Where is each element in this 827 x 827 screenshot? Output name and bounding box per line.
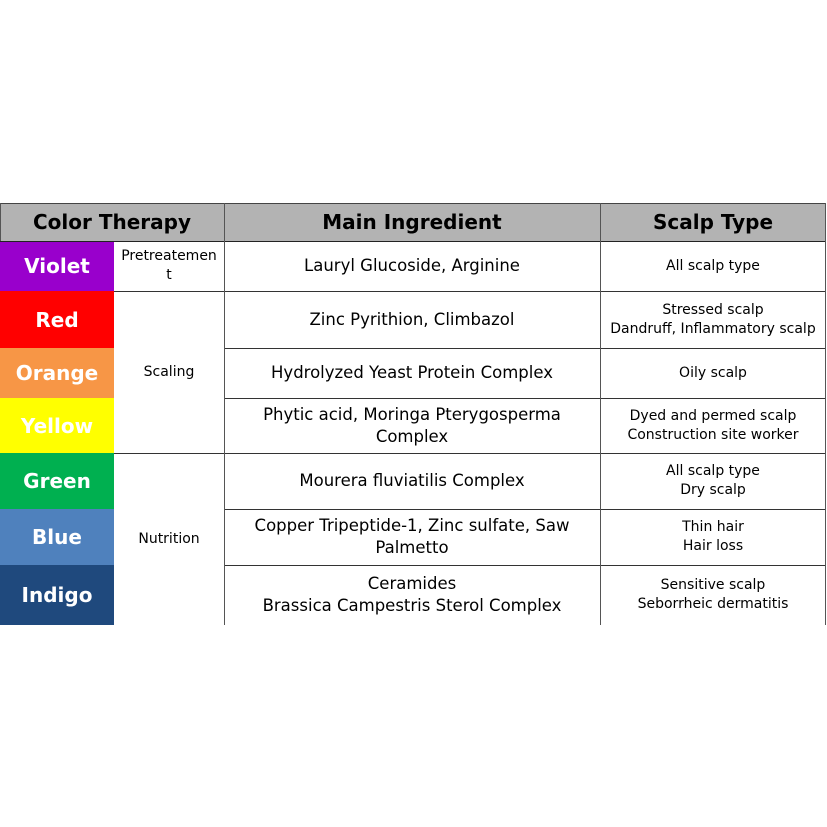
ingredient-yellow: Phytic acid, Moringa Pterygosperma Complex	[263, 404, 561, 446]
treatment-pretreatment: Pretreatemen t	[121, 248, 217, 283]
ingredient-violet: Lauryl Glucoside, Arginine	[304, 256, 520, 275]
column-divider	[0, 203, 1, 241]
ingredient-blue: Copper Tripeptide-1, Zinc sulfate, Saw Palmetto	[254, 516, 570, 557]
row-divider	[114, 453, 826, 454]
row-divider	[114, 291, 826, 292]
ingredient-orange: Hydrolyzed Yeast Protein Complex	[271, 363, 553, 382]
color-cell-indigo: Indigo	[0, 565, 114, 625]
header-color-therapy: Color Therapy	[0, 203, 224, 241]
color-cell-red: Red	[0, 291, 114, 348]
column-divider	[600, 203, 601, 625]
table-top-border	[0, 203, 826, 204]
color-cell-violet: Violet	[0, 241, 114, 291]
scalp-violet: All scalp type	[666, 257, 760, 274]
color-cell-blue: Blue	[0, 509, 114, 565]
ingredient-green: Mourera fluviatilis Complex	[299, 471, 525, 490]
header-bottom-border	[0, 241, 826, 242]
header-main-ingredient: Main Ingredient	[224, 203, 600, 241]
scalp-orange: Oily scalp	[679, 364, 747, 381]
row-divider	[224, 348, 826, 349]
ingredient-red: Zinc Pyrithion, Climbazol	[309, 309, 515, 329]
color-cell-green: Green	[0, 453, 114, 509]
scalp-blue: Thin hair Hair loss	[682, 519, 744, 554]
scalp-green: All scalp type Dry scalp	[666, 463, 760, 498]
color-cell-yellow: Yellow	[0, 398, 114, 453]
header-scalp-type: Scalp Type	[600, 203, 826, 241]
scalp-yellow: Dyed and permed scalp Construction site worker	[627, 407, 799, 443]
row-divider	[224, 398, 826, 399]
scalp-indigo: Sensitive scalp Seborrheic dermatitis	[637, 577, 789, 612]
scalp-red: Stressed scalp Dandruff, Inflammatory scalp	[610, 301, 816, 337]
ingredient-indigo: Ceramides Brassica Campestris Sterol Complex	[262, 574, 562, 615]
treatment-nutrition: Nutrition	[138, 530, 200, 547]
color-therapy-table	[0, 203, 826, 625]
column-divider	[825, 203, 826, 625]
color-cell-orange: Orange	[0, 348, 114, 398]
row-divider	[224, 565, 826, 566]
treatment-scaling: Scaling	[143, 363, 195, 380]
row-divider	[224, 509, 826, 510]
column-divider	[224, 203, 225, 625]
